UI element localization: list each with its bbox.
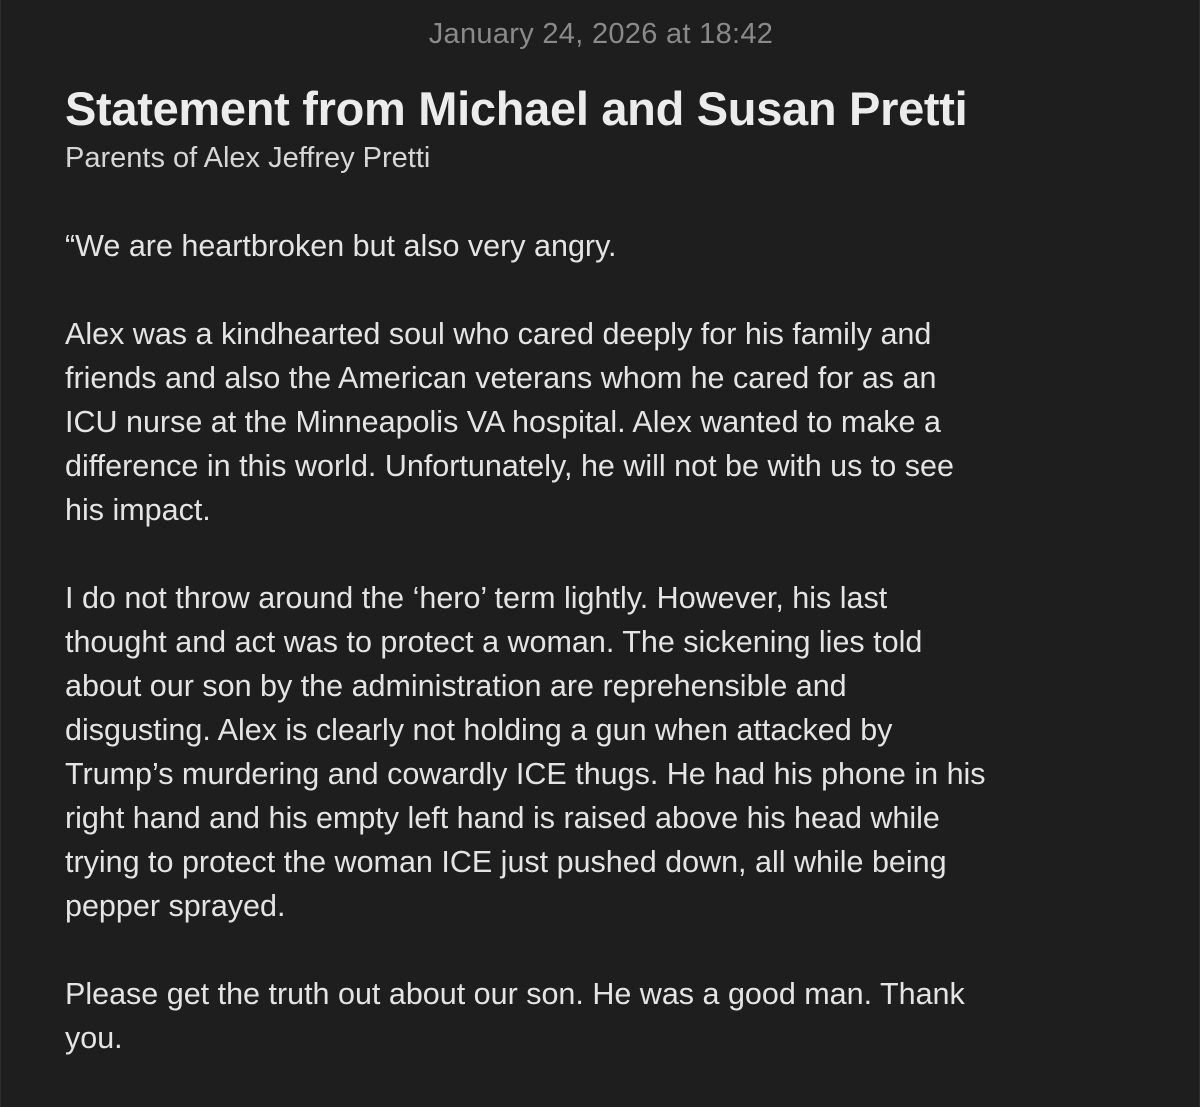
note-paragraph: Alex was a kindhearted soul who cared deeply for his family and friends and also the American veterans whom he cared for as an ICU nurse at the Minneapolis VA hospital. Alex wanted to make a difference in this world. Unfortunately, he will not be with us to see his impact. bbox=[65, 317, 954, 527]
note-paragraph: I do not throw around the ‘hero’ term lightly. However, his last thought and act was to protect a woman. The sickening lies told about our son by the administration are reprehensible and disgusting. Alex is clearly not holding a gun when attacked by Trump’s murdering and cowardly ICE thugs. He had his phone in his right hand and his empty left hand is raised above his head while trying to protect the woman ICE just pushed down, all while being pepper sprayed. bbox=[65, 581, 986, 923]
note-body[interactable] bbox=[65, 80, 1155, 1060]
note-title: Statement from Michael and Susan Pretti bbox=[65, 82, 968, 135]
note-timestamp: January 24, 2026 at 18:42 bbox=[428, 18, 774, 50]
note-subtitle: Parents of Alex Jeffrey Pretti bbox=[65, 142, 431, 174]
note-paragraph: Please get the truth out about our son. He was a good man. Thank you. bbox=[65, 977, 965, 1055]
note-paragraph: “We are heartbroken but also very angry. bbox=[65, 229, 617, 263]
